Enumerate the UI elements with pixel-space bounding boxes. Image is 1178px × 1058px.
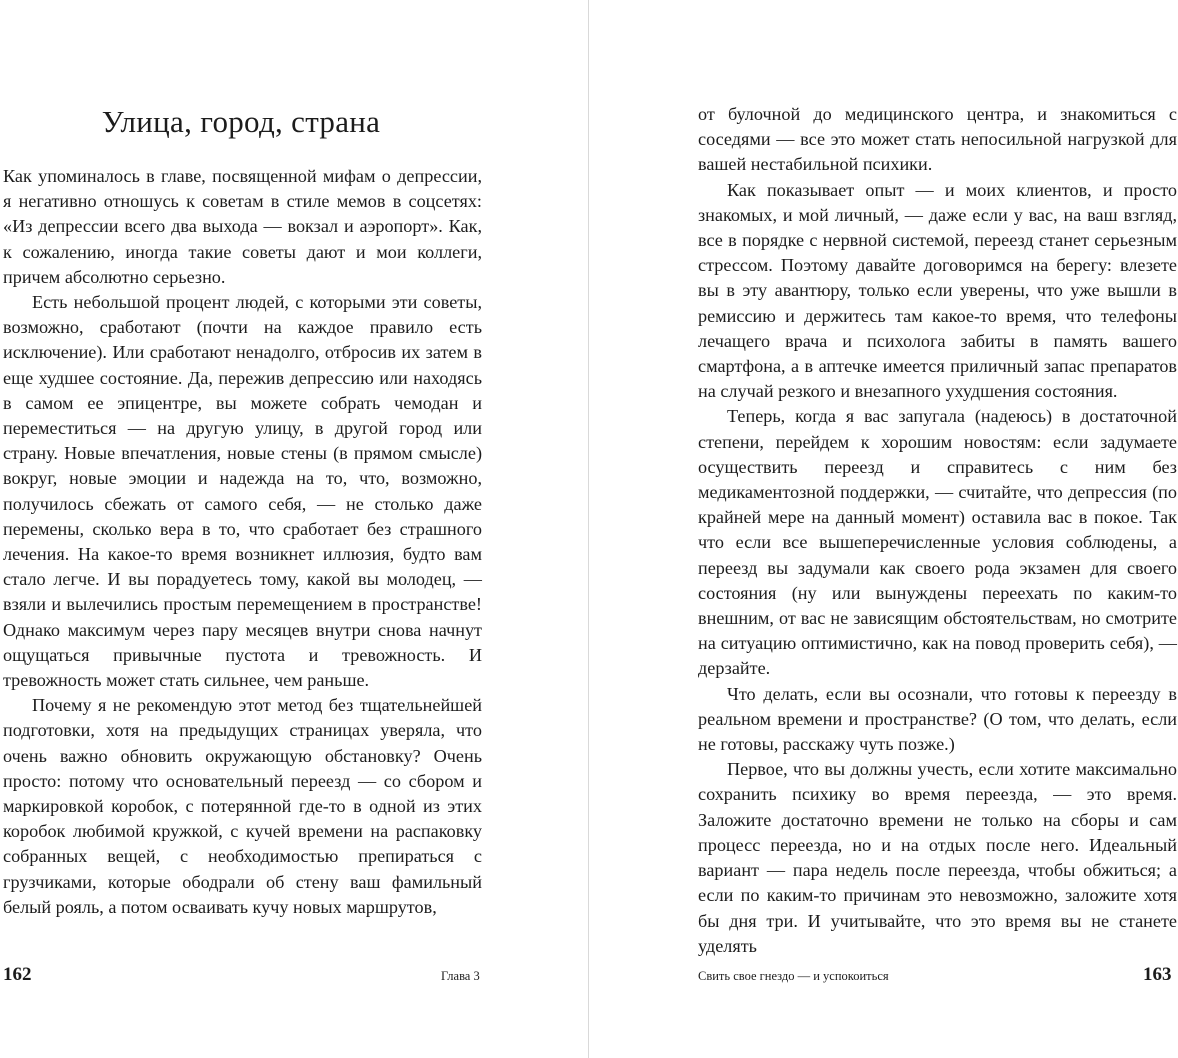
paragraph: Почему я не рекомендую этот метод без тщательнейшей подготовки, хотя на предыдущих страницах уверяла, что очень важно обновить окружающую обстановку? Очень просто: потому что основательный переезд — со сбором и маркировкой коробок, с потерянной где-то в одной из этих коробок любимой кружкой, с кучей времени на распаковку собранных вещей, с необходимостью препираться с грузчиками, которые ободрали об стену ваш фамильный белый рояль, а потом осваивать кучу новых маршрутов, [3,695,482,917]
right-page-text [698,102,1177,959]
right-page [589,0,1178,1058]
paragraph: от булочной до медицинского центра, и знакомиться с соседями — все это может стать непосильной нагрузкой для вашей нестабильной психики. [698,104,1177,175]
page-number-left: 162 [3,964,32,985]
paragraph: Что делать, если вы осознали, что готовы к переезду в реальном времени и пространстве? (О том, что делать, если не готовы, расскажу чуть позже.) [698,683,1177,755]
chapter-title: Улица, город, страна [101,104,381,139]
left-page-text [3,164,482,920]
paragraph: Как показывает опыт — и моих клиентов, и просто знакомых, и мой личный, — даже если у вас, на ваш взгляд, все в порядке с нервной системой, переезд станет серьезным стрессом. Поэтому давайте договоримся на берегу: влезете вы в эту авантюру, только если уверены, что уже вышли в ремиссию и держитесь там какое-то время, что телефоны лечащего врача и психолога забиты в память вашего смартфона, а в аптечке имеется приличный запас препаратов на случай резкого и внезапного ухудшения состояния. [698,179,1177,402]
paragraph: Есть небольшой процент людей, с которыми эти советы, возможно, сработают (почти на каждое правило есть исключение). Или сработают ненадолго, отбросив их затем в еще худшее состояние. Да, пережив депрессию или находясь в самом ее эпицентре, вы можете собрать чемодан и переместиться — на другую улицу, в другой город или страну. Новые впечатления, новые стены (в прямом смысле) вокруг, новые эмоции и надежда на то, что, возможно, получилось сбежать от самого себя, — не столько даже перемены, сколько вера в то, что сработает без страшного лечения. На какое-то время возникнет иллюзия, будто вам стало легче. И вы порадуетесь тому, какой вы молодец, — взяли и вылечились простым перемещением в пространстве! Однако максимум через пару месяцев внутри снова начнут ощущаться привычные пустота и тревожность. И тревожность может стать сильнее, чем раньше. [3,292,482,691]
left-page [0,0,588,1058]
paragraph: Как упоминалось в главе, посвященной мифам о депрессии, я негативно отношусь к советам в стиле мемов в соцсетях: «Из депрессии всего два выхода — вокзал и аэропорт». Как, к сожалению, иногда такие советы дают и мои коллеги, причем абсолютно серьезно. [3,166,482,287]
paragraph: Теперь, когда я вас запугала (надеюсь) в достаточной степени, перейдем к хорошим новостям: если задумаете осуществить переезд и справитесь с ним без медикаментозной поддержки, — считайте, что депрессия (по крайней мере на данный момент) оставила вас в покое. Так что если все вышеперечисленные условия соблюдены, а переезд вы задумали как своего рода экзамен для своего состояния (ну или вынуждены переехать по каким-то внешним, от вас не зависящим обстоятельствам, но смотрите на ситуацию оптимистично, как на повод проверить себя), — дерзайте. [698,406,1177,679]
page-number-right: 163 [1143,964,1172,985]
running-head-left: Глава 3 [441,969,480,983]
paragraph: Первое, что вы должны учесть, если хотите максимально сохранить психику во время переезда, — это время. Заложите достаточно времени не только на сборы и сам процесс переезда, но и на отдых после него. Идеальный вариант — пара недель после переезда, чтобы обжиться; а если по каким-то причинам это невозможно, заложите хотя бы дня три. И учитывайте, что это время вы не станете уделять [698,759,1177,956]
running-head-right: Свить свое гнездо — и успокоиться [698,969,889,983]
